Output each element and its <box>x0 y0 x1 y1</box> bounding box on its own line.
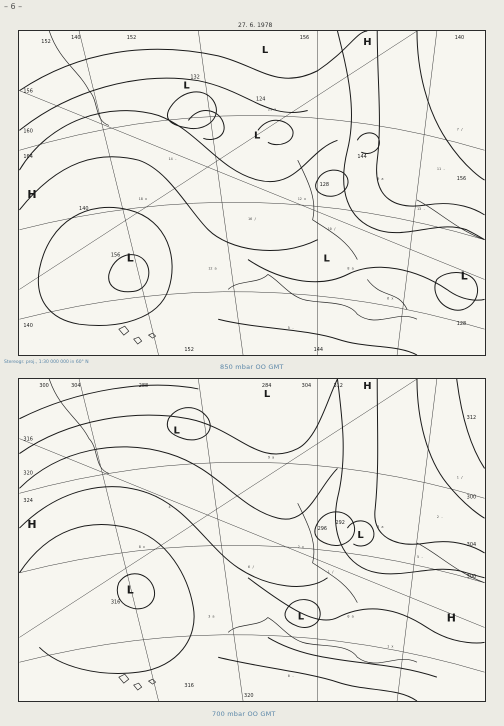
svg-text:316: 316 <box>184 683 194 690</box>
svg-text:12 a: 12 a <box>208 266 217 271</box>
svg-text:152: 152 <box>126 34 137 41</box>
coastlines <box>49 31 484 344</box>
high-center: H <box>363 380 372 392</box>
svg-text:312: 312 <box>333 382 343 389</box>
svg-text:152: 152 <box>41 38 51 45</box>
svg-text:144: 144 <box>357 154 367 161</box>
svg-text:156: 156 <box>23 88 33 95</box>
low-center: L <box>261 44 269 56</box>
graticule <box>19 379 484 701</box>
isolines <box>19 31 484 355</box>
svg-text:2 -: 2 - <box>436 515 444 520</box>
isoline-labels <box>23 35 466 353</box>
svg-text:140: 140 <box>79 205 89 212</box>
svg-text:8 x: 8 x <box>138 544 145 549</box>
svg-text:152: 152 <box>184 347 194 354</box>
svg-text:8 a: 8 a <box>347 266 354 271</box>
svg-text:304: 304 <box>301 382 312 389</box>
svg-text:156: 156 <box>456 176 467 183</box>
svg-text:13 -: 13 - <box>416 206 426 211</box>
svg-text:140: 140 <box>23 323 33 330</box>
svg-text:316: 316 <box>110 599 121 606</box>
svg-text:124: 124 <box>255 96 266 103</box>
low-center: L <box>183 80 190 92</box>
svg-text:156: 156 <box>299 34 310 41</box>
isoline-labels <box>23 380 477 700</box>
svg-text:312: 312 <box>466 414 477 421</box>
low-center: L <box>297 611 305 623</box>
svg-text:18 x: 18 x <box>138 196 148 201</box>
svg-text:300: 300 <box>466 573 477 580</box>
svg-text:300: 300 <box>466 494 477 501</box>
isolines <box>19 379 484 701</box>
svg-text:4 -: 4 - <box>168 505 175 510</box>
svg-text:140: 140 <box>454 34 465 41</box>
svg-text:11 -: 11 - <box>436 167 446 172</box>
low-center: L <box>126 583 134 597</box>
low-center: L <box>263 388 271 400</box>
caption-700mbar: 700 mbar OO GMT <box>212 710 276 718</box>
svg-text:140: 140 <box>71 34 81 41</box>
pressure-systems <box>27 381 456 625</box>
station-observations <box>139 456 463 679</box>
svg-text:304: 304 <box>466 541 477 548</box>
svg-text:156: 156 <box>110 252 121 259</box>
svg-text:160: 160 <box>23 128 33 135</box>
map-700mbar <box>18 378 486 702</box>
low-center: L <box>173 425 180 437</box>
high-center: H <box>27 187 37 201</box>
svg-text:320: 320 <box>23 470 33 477</box>
svg-text:132: 132 <box>190 74 200 81</box>
svg-text:320: 320 <box>244 693 254 700</box>
svg-text:284: 284 <box>261 382 272 389</box>
svg-text:3 a: 3 a <box>208 614 215 619</box>
svg-text:0 a: 0 a <box>347 614 354 619</box>
svg-text:6 /: 6 / <box>248 564 255 569</box>
svg-text:9 a: 9 a <box>377 177 384 182</box>
svg-text:3 a: 3 a <box>377 525 384 530</box>
svg-text:304: 304 <box>71 382 81 389</box>
map-850mbar-canvas <box>19 31 485 355</box>
svg-text:300: 300 <box>39 382 49 389</box>
low-center: L <box>460 269 468 283</box>
svg-text:12 x: 12 x <box>297 196 307 201</box>
graticule <box>19 31 484 355</box>
svg-text:288: 288 <box>138 382 149 389</box>
svg-text:21 a: 21 a <box>267 107 277 112</box>
low-center: L <box>126 251 134 265</box>
svg-text:1 x: 1 x <box>387 644 394 649</box>
chart-date: 27. 6. 1978 <box>238 22 273 29</box>
svg-text:164: 164 <box>23 154 33 161</box>
page-number: – 6 – <box>4 2 23 11</box>
low-center: L <box>323 253 330 265</box>
svg-text:1 /: 1 / <box>456 475 463 480</box>
projection-note: Stereogr. proj., 1:30 000 000 in 60° N <box>4 360 89 365</box>
svg-text:10 /: 10 / <box>327 226 336 231</box>
svg-text:292: 292 <box>335 520 345 527</box>
svg-text:324: 324 <box>23 498 33 505</box>
svg-text:316: 316 <box>23 436 33 443</box>
svg-text:0 -: 0 - <box>287 674 295 679</box>
low-center: L <box>357 530 364 542</box>
svg-text:2 x: 2 x <box>297 544 304 549</box>
svg-text:9 a: 9 a <box>267 455 275 460</box>
high-center: H <box>363 36 372 48</box>
low-center: L <box>253 130 261 142</box>
map-850mbar <box>18 30 486 356</box>
svg-text:7 /: 7 / <box>456 127 464 132</box>
high-center: H <box>27 518 37 532</box>
high-center: H <box>446 611 456 625</box>
svg-text:1 /: 1 / <box>327 569 334 574</box>
map-700mbar-canvas <box>19 379 485 701</box>
svg-text:128: 128 <box>456 321 467 328</box>
svg-text:128: 128 <box>319 182 330 189</box>
svg-text:5 -: 5 - <box>416 554 424 559</box>
svg-text:16 /: 16 / <box>248 216 257 221</box>
svg-text:14 -: 14 - <box>168 157 177 162</box>
svg-text:296: 296 <box>317 526 328 533</box>
svg-text:6 x: 6 x <box>387 296 394 301</box>
svg-text:5 -: 5 - <box>287 326 295 331</box>
svg-text:144: 144 <box>313 347 324 354</box>
station-observations <box>139 108 463 331</box>
caption-850mbar: 850 mbar OO GMT <box>220 363 284 371</box>
